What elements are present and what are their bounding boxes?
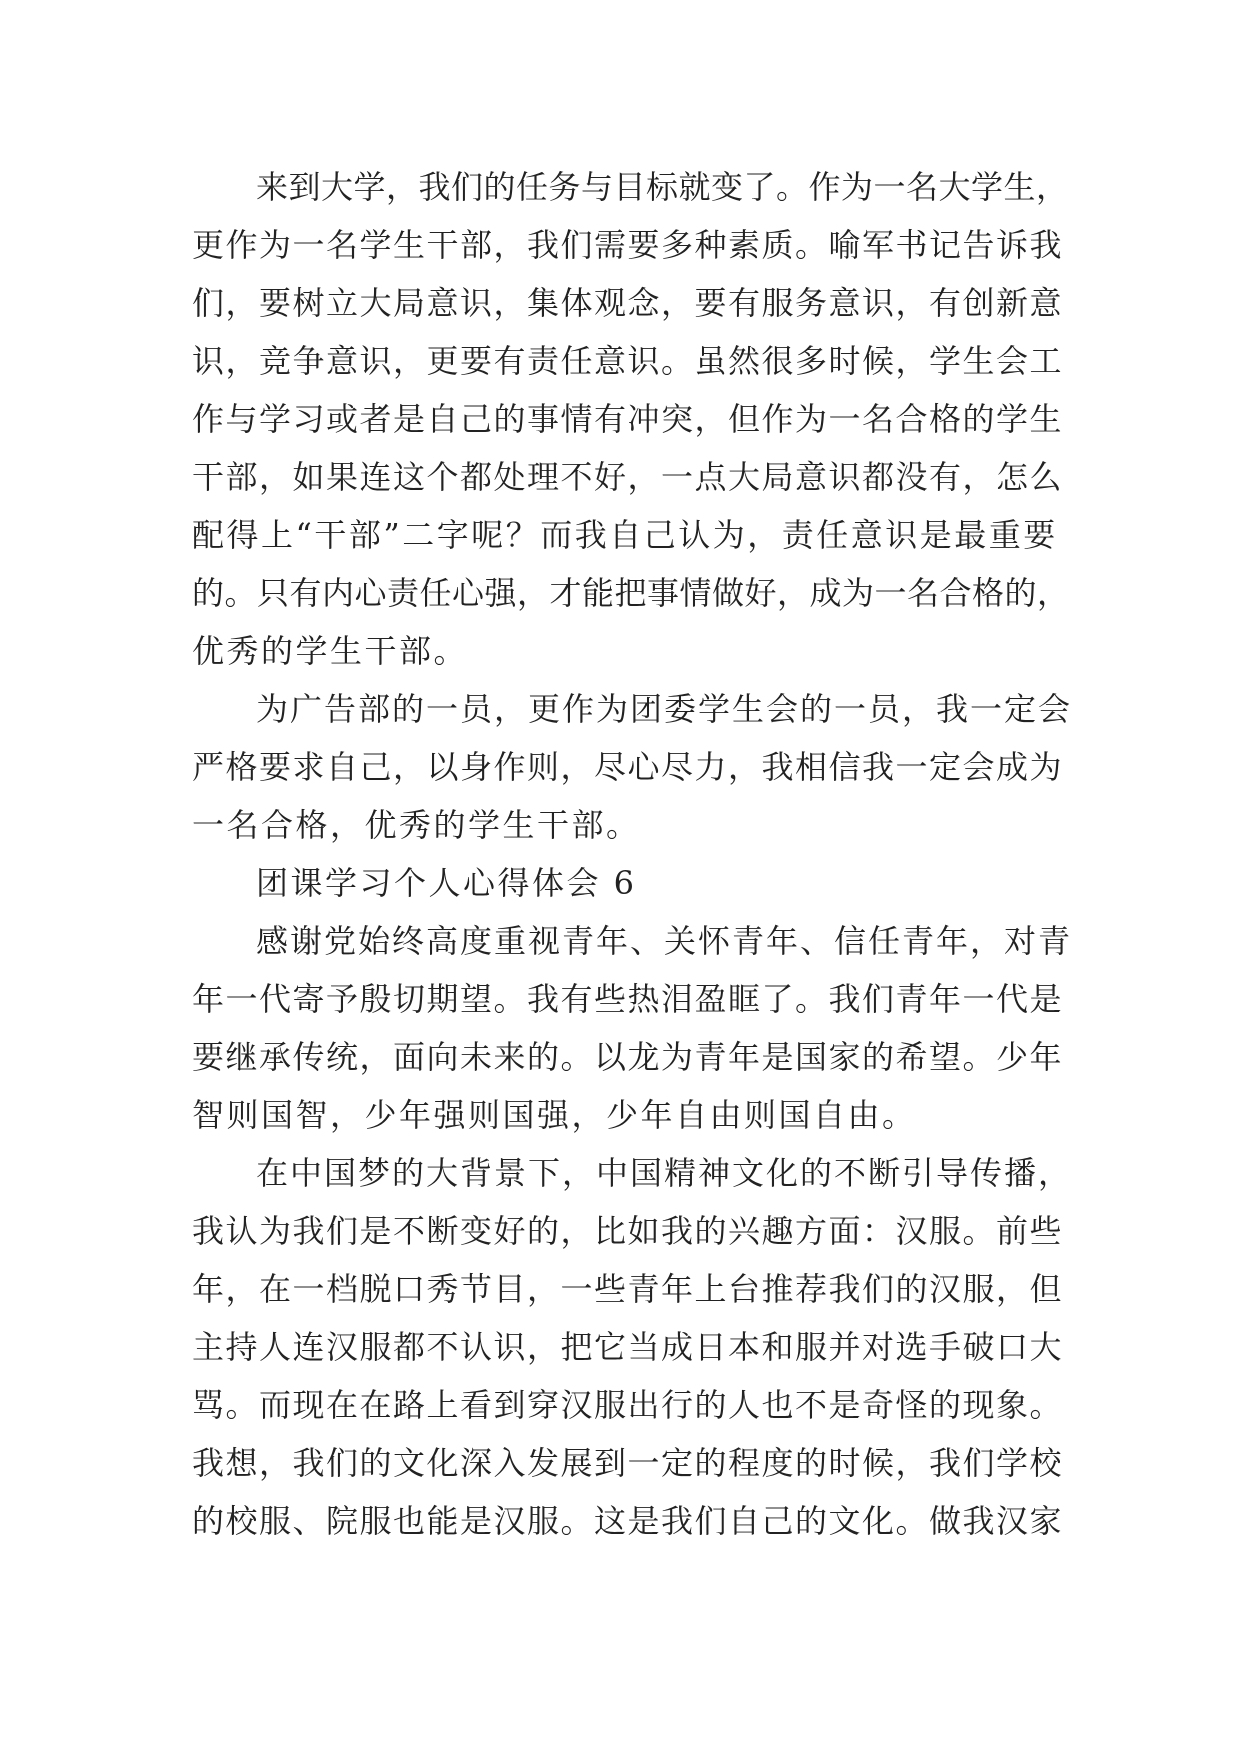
- text-line: 干部，如果连这个都处理不好，一点大局意识都没有，怎么: [192, 458, 1064, 496]
- text-line: 配得上“干部”二字呢？而我自己认为，责任意识是最重要: [192, 516, 1058, 554]
- text-line: 主持人连汉服都不认识，把它当成日本和服并对选手破口大: [192, 1328, 1064, 1366]
- text-line: 智则国智，少年强则国强，少年自由则国自由。: [192, 1096, 917, 1134]
- text-line: 团课学习个人心得体会 6: [256, 864, 637, 902]
- text-line: 严格要求自己，以身作则，尽心尽力，我相信我一定会成为: [192, 748, 1064, 786]
- text-line: 年一代寄予殷切期望。我有些热泪盈眶了。我们青年一代是: [192, 980, 1064, 1018]
- text-line: 的。只有内心责任心强，才能把事情做好，成为一名合格的，: [192, 574, 1070, 612]
- text-line: 年，在一档脱口秀节目，一些青年上台推荐我们的汉服，但: [192, 1270, 1064, 1308]
- text-line: 更作为一名学生干部，我们需要多种素质。喻军书记告诉我: [192, 226, 1064, 264]
- text-line: 作与学习或者是自己的事情有冲突，但作为一名合格的学生: [192, 400, 1064, 438]
- text-line: 的校服、院服也能是汉服。这是我们自己的文化。做我汉家: [192, 1502, 1064, 1540]
- text-line: 为广告部的一员，更作为团委学生会的一员，我一定会: [256, 690, 1073, 728]
- text-line: 骂。而现在在路上看到穿汉服出行的人也不是奇怪的现象。: [192, 1386, 1064, 1424]
- text-line: 我想，我们的文化深入发展到一定的程度的时候，我们学校: [192, 1444, 1064, 1482]
- text-line: 要继承传统，面向未来的。以龙为青年是国家的希望。少年: [192, 1038, 1064, 1076]
- text-line: 来到大学，我们的任务与目标就变了。作为一名大学生，: [256, 168, 1069, 206]
- text-line: 在中国梦的大背景下，中国精神文化的不断引导传播，: [256, 1154, 1073, 1192]
- text-line: 一名合格，优秀的学生干部。: [192, 806, 641, 844]
- document-body: [192, 158, 1072, 1550]
- text-line: 们，要树立大局意识，集体观念，要有服务意识，有创新意: [192, 284, 1064, 322]
- text-line: 我认为我们是不断变好的，比如我的兴趣方面：汉服。前些: [192, 1212, 1064, 1250]
- text-line: 优秀的学生干部。: [192, 632, 469, 670]
- text-line: 感谢党始终高度重视青年、关怀青年、信任青年，对青: [256, 922, 1073, 960]
- text-line: 识，竞争意识，更要有责任意识。虽然很多时候，学生会工: [192, 342, 1064, 380]
